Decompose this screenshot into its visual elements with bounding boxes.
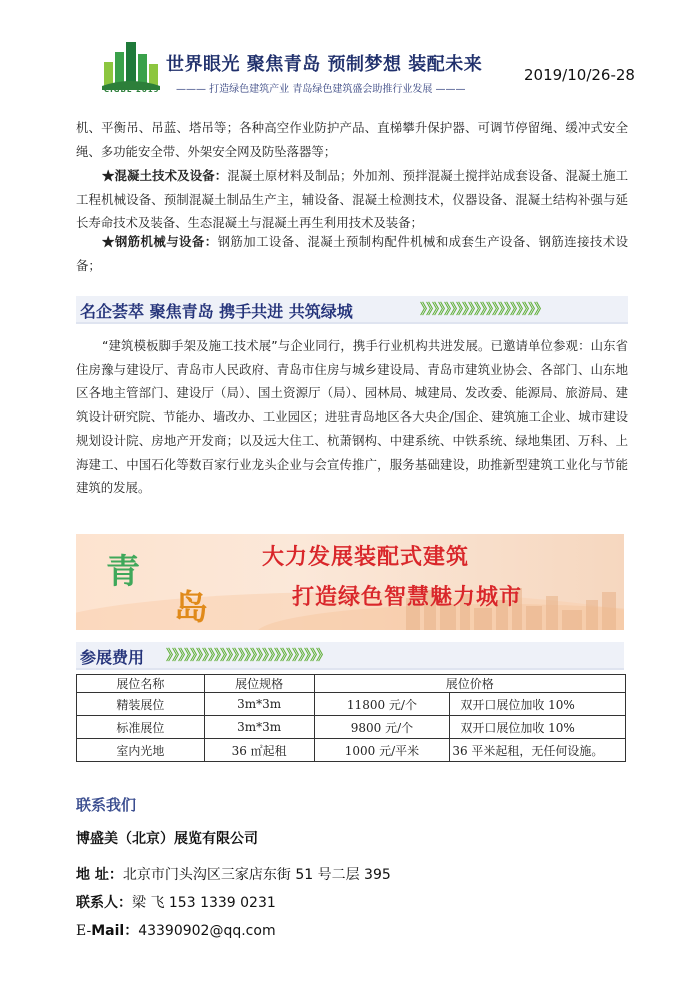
booth-price: 1000 元/平米 <box>314 739 450 762</box>
booth-name: 标准展位 <box>77 716 205 739</box>
chevron-decoration-icon: 》》》》》》》》》》》》》》》》》》》》》》》》》》 <box>166 648 329 664</box>
booth-note: 36 平米起租，无任何设施。 <box>450 739 626 762</box>
contact-title: 联系我们 <box>76 796 137 814</box>
chevron-decoration-icon: 》》》》》》》》》》》》》》》》》》》》 <box>420 302 547 318</box>
table-header-row <box>77 675 626 693</box>
table-row <box>77 739 626 762</box>
section-title-fees: 参展费用 <box>80 648 145 667</box>
page-header <box>0 0 700 104</box>
fee-table <box>76 674 626 762</box>
booth-spec: 3m*3m <box>204 693 314 716</box>
contact-person-line <box>76 892 276 912</box>
booth-spec: 3m*3m <box>204 716 314 739</box>
col-header-price: 展位价格 <box>314 675 625 693</box>
section-banner-companies <box>76 296 628 324</box>
person-value: 梁 飞 153 1339 0231 <box>132 895 276 911</box>
booth-price: 9800 元/个 <box>314 716 450 739</box>
rebar-text: 钢筋加工设备、混凝土预制构配件机械和成套生产设备、钢筋连接技术设备； <box>76 234 628 273</box>
promo-dao-char: 岛 <box>174 588 208 628</box>
header-slogan: 世界眼光 聚焦青岛 预制梦想 装配未来 <box>166 54 483 75</box>
promo-banner <box>76 534 624 630</box>
table-row <box>77 716 626 739</box>
event-date: 2019/10/26-28 <box>524 66 635 84</box>
booth-price: 11800 元/个 <box>314 693 450 716</box>
promo-qing-char: 青 <box>106 552 140 592</box>
col-header-name: 展位名称 <box>77 675 205 693</box>
company-name: 博盛美（北京）展览有限公司 <box>76 831 258 847</box>
promo-headline-2: 打造绿色智慧魅力城市 <box>292 585 523 610</box>
paragraph-concrete <box>76 164 628 235</box>
address-line <box>76 864 391 884</box>
booth-name: 精装展位 <box>77 693 205 716</box>
concrete-label: ★混凝土技术及设备： <box>102 168 228 183</box>
booth-spec: 36 ㎡起租 <box>204 739 314 762</box>
concrete-text: 混凝土原材料及制品；外加剂、预拌混凝土搅拌站成套设备、混凝土施工工程机械设备、预制混凝土制品生产主，辅设备、混凝土检测技术，仪器设备、混凝土结构补强与延长寿命技术及装备、生态混凝土与混凝土再生利用技术及装备； <box>76 168 629 230</box>
person-label: 联系人： <box>76 895 132 911</box>
booth-note: 双开口展位加收 10% <box>450 693 626 716</box>
email-label-prefix: E- <box>76 923 92 939</box>
email-label: Mail： <box>91 923 139 939</box>
col-header-spec: 展位规格 <box>204 675 314 693</box>
paragraph-safety-equipment: 机、平衡吊、吊蓝、塔吊等；各种高空作业防护产品、直梯攀升保护器、可调节停留绳、缓冲式安全绳、多功能安全带、外架安全网及防坠落器等； <box>76 120 628 159</box>
promo-headline-1: 大力发展装配式建筑 <box>262 545 470 570</box>
email-value[interactable]: 43390902@qq.com <box>138 923 276 939</box>
section-title-companies: 名企荟萃 聚焦青岛 携手共进 共筑绿城 <box>80 302 353 321</box>
table-row <box>77 693 626 716</box>
booth-note: 双开口展位加收 10% <box>450 716 626 739</box>
rebar-label: ★钢筋机械与设备： <box>102 234 218 249</box>
address-label: 地 址： <box>76 867 123 883</box>
email-line <box>76 920 276 940</box>
paragraph-rebar <box>76 230 628 277</box>
booth-name: 室内光地 <box>77 739 205 762</box>
header-subline: ——— 打造绿色建筑产业 青岛绿色建筑盛会助推行业发展 ——— <box>176 84 466 95</box>
logo-caption: CIGBE 2019 <box>104 86 160 94</box>
address-value: 北京市门头沟区三家店东街 51 号二层 395 <box>122 867 391 883</box>
paragraph-intro: “建筑模板脚手架及施工技术展”与企业同行，携手行业机构共进发展。已邀请单位参观：山东省住房豫与建设厅、青岛市人民政府、青岛市住房与城乡建设局、青岛市建筑业协会、各部门、山东地区各地主管部门、建设厅（局）、国土资源厅（局）、园林局、城建局、发改委、能源局、旅游局、建筑设计研究院、节能办、墙改办、工业园区；进驻青岛地区各大央企/国企、建筑施工企业、城市建设规划设计院、房地产开发商；以及远大住工、杭萧钢构、中建系统、中铁系统、绿地集团、万科、上海建工、中国石化等数百家行业龙头企业与会宣传推广，服务基础建设，助推新型建筑工业化与节能建筑的发展。 <box>76 338 628 496</box>
section-banner-fees <box>76 642 624 670</box>
